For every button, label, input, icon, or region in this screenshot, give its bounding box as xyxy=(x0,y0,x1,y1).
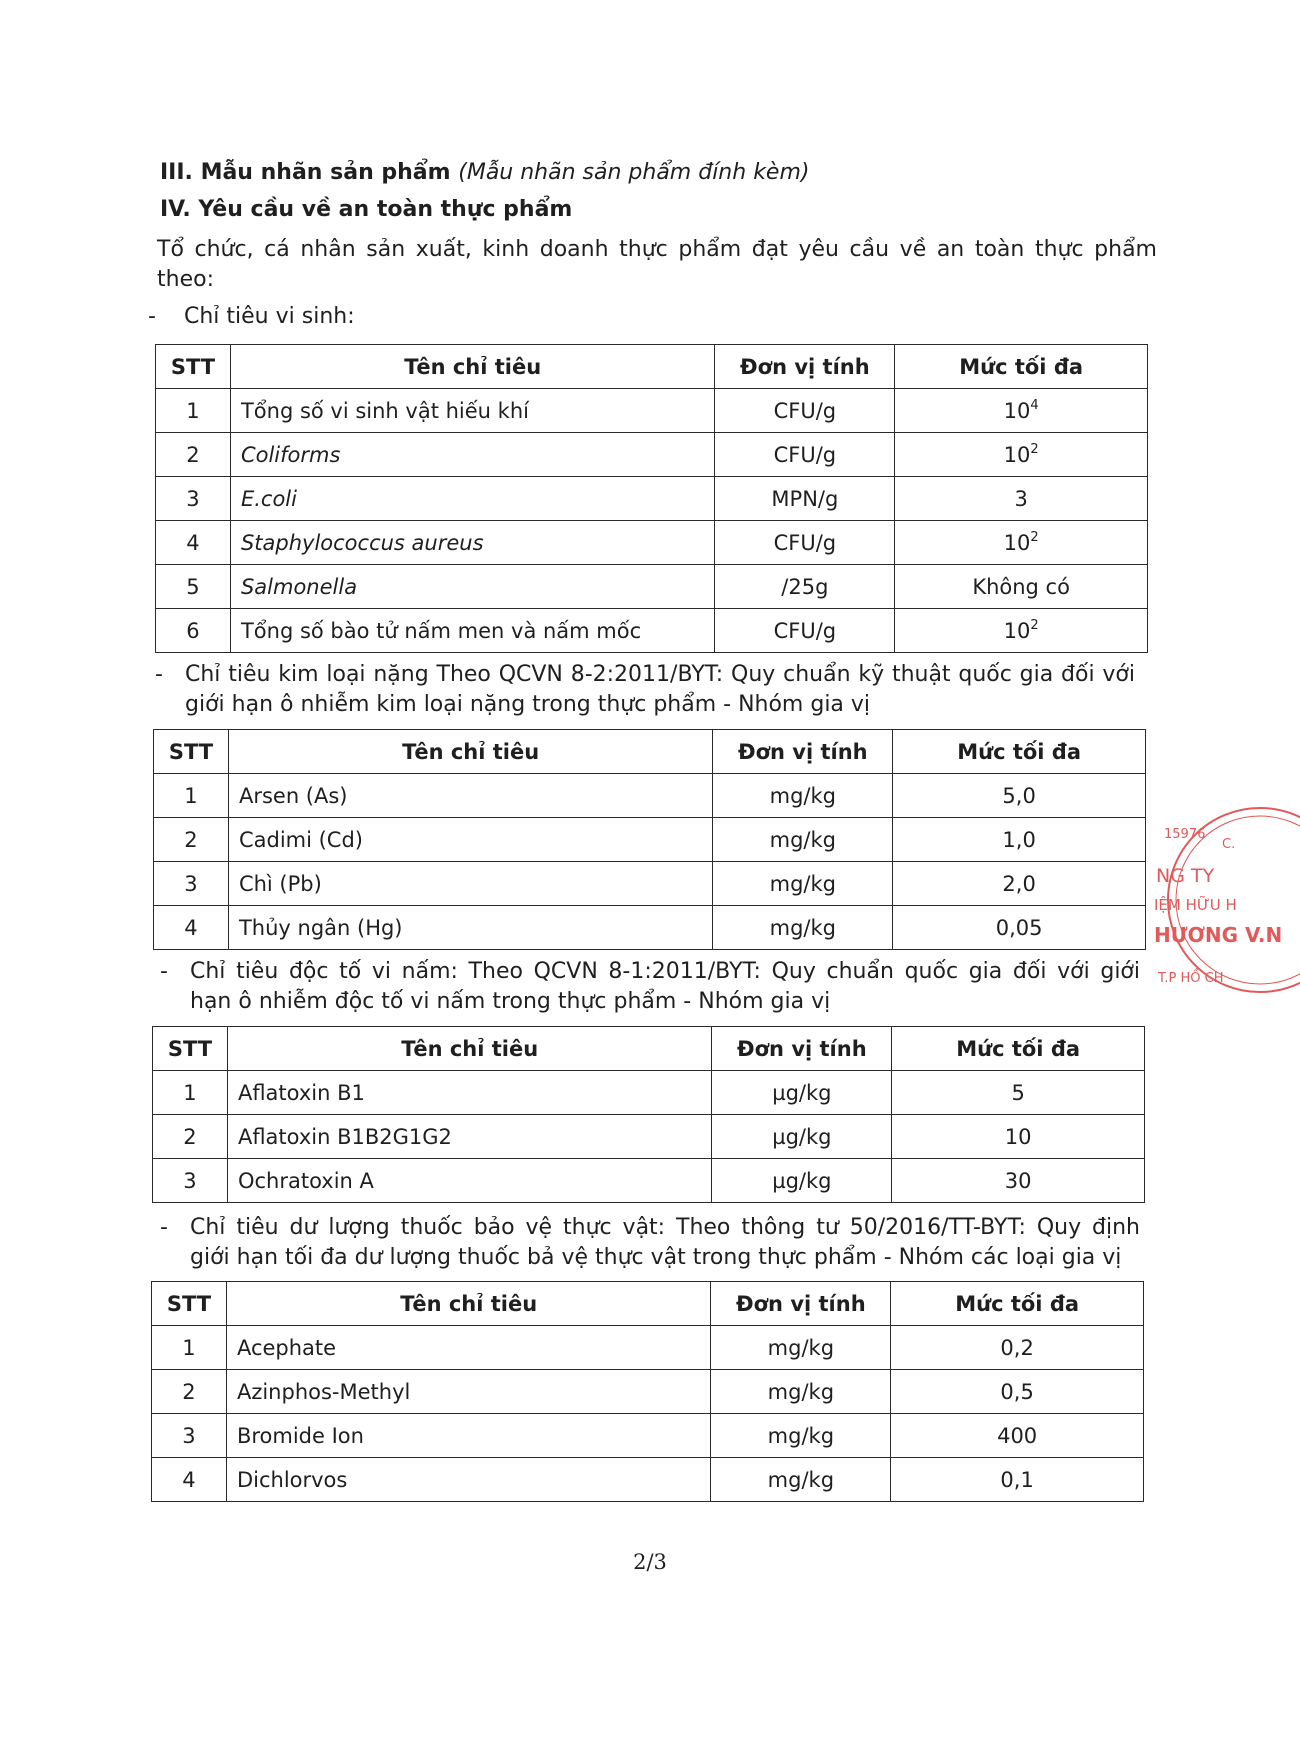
pesticide-table xyxy=(151,1281,1144,1502)
cell-name: Arsen (As) xyxy=(228,774,712,818)
toxin-bullet xyxy=(160,957,1160,1017)
table-row xyxy=(156,433,1148,477)
page-number: 2/3 xyxy=(633,1550,667,1574)
cell-unit: µg/kg xyxy=(712,1115,892,1159)
cell-max xyxy=(895,477,1148,521)
header-stt: STT xyxy=(154,730,229,774)
cell-name: Bromide Ion xyxy=(226,1414,710,1458)
cell-unit: MPN/g xyxy=(715,477,895,521)
cell-max: 0,05 xyxy=(893,906,1146,950)
table-row xyxy=(152,1326,1144,1370)
cell-stt: 3 xyxy=(153,1159,228,1203)
cell-name: Ochratoxin A xyxy=(227,1159,711,1203)
header-name: Tên chỉ tiêu xyxy=(227,1027,711,1071)
table-header xyxy=(152,1282,1144,1326)
cell-max: 10 xyxy=(892,1115,1145,1159)
section-4-heading: IV. Yêu cầu về an toàn thực phẩm xyxy=(160,197,573,222)
stamp-text: T.P HỒ CH xyxy=(1158,971,1224,986)
section-3-title: III. Mẫu nhãn sản phẩm xyxy=(160,160,451,185)
stamp-text: 15976 xyxy=(1164,827,1206,842)
header-stt: STT xyxy=(153,1027,228,1071)
pesticide-line-1: Chỉ tiêu dư lượng thuốc bảo vệ thực vật: Theo thông tư 50/2016/TT-BYT: Quy định xyxy=(190,1215,1140,1240)
cell-unit: mg/kg xyxy=(711,1458,891,1502)
stamp-text: HƯƠNG V.N xyxy=(1154,923,1283,947)
table-header xyxy=(153,1027,1145,1071)
table-row xyxy=(153,1071,1145,1115)
dash: - xyxy=(160,959,168,984)
cell-name: Dichlorvos xyxy=(226,1458,710,1502)
table-row xyxy=(156,521,1148,565)
cell-stt: 3 xyxy=(154,862,229,906)
header-unit: Đơn vị tính xyxy=(713,730,893,774)
cell-stt: 1 xyxy=(153,1071,228,1115)
section-3-heading xyxy=(160,160,809,185)
cell-name: Salmonella xyxy=(230,565,715,609)
cell-max: 0,2 xyxy=(891,1326,1144,1370)
cell-unit: mg/kg xyxy=(713,862,893,906)
cell-max xyxy=(895,609,1148,653)
cell-name: Staphylococcus aureus xyxy=(230,521,715,565)
max-exponent: 2 xyxy=(1030,529,1039,545)
section-3-note: (Mẫu nhãn sản phẩm đính kèm) xyxy=(458,160,810,185)
table-header xyxy=(156,345,1148,389)
cell-stt: 2 xyxy=(152,1370,227,1414)
cell-name: Thủy ngân (Hg) xyxy=(228,906,712,950)
table-row xyxy=(154,818,1146,862)
cell-unit: mg/kg xyxy=(713,906,893,950)
stamp-seal-icon xyxy=(1150,800,1283,1000)
cell-max xyxy=(895,565,1148,609)
table-row xyxy=(154,862,1146,906)
max-base: 10 xyxy=(1003,618,1031,643)
stamp-text: IỆM HỮU H xyxy=(1154,896,1237,914)
cell-name: Cadimi (Cd) xyxy=(228,818,712,862)
cell-name: Acephate xyxy=(226,1326,710,1370)
metal-line-2: giới hạn ô nhiễm kim loại nặng trong thực phẩm - Nhóm gia vị xyxy=(185,692,871,717)
table-header xyxy=(154,730,1146,774)
cell-max: 1,0 xyxy=(893,818,1146,862)
dash: - xyxy=(155,662,163,687)
micro-table xyxy=(155,344,1148,653)
toxin-line-2: hạn ô nhiễm độc tố vi nấm trong thực phẩm - Nhóm gia vị xyxy=(190,989,831,1014)
header-unit: Đơn vị tính xyxy=(715,345,895,389)
cell-stt: 4 xyxy=(154,906,229,950)
cell-max: 0,5 xyxy=(891,1370,1144,1414)
table-row xyxy=(152,1458,1144,1502)
table-row xyxy=(156,565,1148,609)
metal-line-1: Chỉ tiêu kim loại nặng Theo QCVN 8-2:2011/BYT: Quy chuẩn kỹ thuật quốc gia đối với xyxy=(185,662,1135,687)
cell-name: Coliforms xyxy=(230,433,715,477)
cell-max: 400 xyxy=(891,1414,1144,1458)
max-base: 10 xyxy=(1003,530,1031,555)
max-base: 10 xyxy=(1003,442,1031,467)
cell-max: 0,1 xyxy=(891,1458,1144,1502)
stamp-text: C. xyxy=(1222,837,1236,852)
header-name: Tên chỉ tiêu xyxy=(230,345,715,389)
intro-line-2: theo: xyxy=(157,267,214,292)
cell-unit: µg/kg xyxy=(712,1159,892,1203)
cell-stt: 4 xyxy=(152,1458,227,1502)
header-max: Mức tối đa xyxy=(891,1282,1144,1326)
cell-stt: 1 xyxy=(154,774,229,818)
cell-stt: 3 xyxy=(156,477,231,521)
cell-unit: mg/kg xyxy=(713,774,893,818)
cell-unit: mg/kg xyxy=(711,1326,891,1370)
cell-name: E.coli xyxy=(230,477,715,521)
cell-max xyxy=(895,521,1148,565)
header-max: Mức tối đa xyxy=(895,345,1148,389)
header-max: Mức tối đa xyxy=(893,730,1146,774)
toxin-table xyxy=(152,1026,1145,1203)
pesticide-line-2: giới hạn tối đa dư lượng thuốc bả vệ thực vật trong thực phẩm - Nhóm các loại gia vị xyxy=(190,1245,1122,1270)
cell-stt: 2 xyxy=(156,433,231,477)
table-row xyxy=(156,609,1148,653)
header-unit: Đơn vị tính xyxy=(711,1282,891,1326)
metal-bullet xyxy=(155,660,1155,720)
cell-stt: 3 xyxy=(152,1414,227,1458)
cell-unit: /25g xyxy=(715,565,895,609)
cell-stt: 1 xyxy=(156,389,231,433)
max-base: 3 xyxy=(1014,486,1028,511)
cell-stt: 4 xyxy=(156,521,231,565)
table-row xyxy=(152,1414,1144,1458)
metal-table xyxy=(153,729,1146,950)
cell-name: Tổng số vi sinh vật hiếu khí xyxy=(230,389,715,433)
cell-stt: 1 xyxy=(152,1326,227,1370)
pesticide-bullet xyxy=(160,1213,1160,1273)
max-exponent: 2 xyxy=(1030,441,1039,457)
header-unit: Đơn vị tính xyxy=(712,1027,892,1071)
cell-name: Chì (Pb) xyxy=(228,862,712,906)
cell-unit: mg/kg xyxy=(711,1414,891,1458)
table-row xyxy=(154,774,1146,818)
max-exponent: 2 xyxy=(1030,617,1039,633)
cell-unit: µg/kg xyxy=(712,1071,892,1115)
cell-unit: CFU/g xyxy=(715,609,895,653)
micro-bullet xyxy=(148,302,1048,332)
cell-unit: CFU/g xyxy=(715,389,895,433)
cell-max: 30 xyxy=(892,1159,1145,1203)
dash: - xyxy=(160,1215,168,1240)
cell-unit: mg/kg xyxy=(711,1370,891,1414)
cell-unit: mg/kg xyxy=(713,818,893,862)
toxin-line-1: Chỉ tiêu độc tố vi nấm: Theo QCVN 8-1:2011/BYT: Quy chuẩn quốc gia đối với giới xyxy=(190,959,1140,984)
header-name: Tên chỉ tiêu xyxy=(228,730,712,774)
intro-line-1: Tổ chức, cá nhân sản xuất, kinh doanh thực phẩm đạt yêu cầu về an toàn thực phẩm xyxy=(157,237,1157,262)
table-row xyxy=(154,906,1146,950)
cell-name: Tổng số bào tử nấm men và nấm mốc xyxy=(230,609,715,653)
cell-max: 2,0 xyxy=(893,862,1146,906)
cell-name: Aflatoxin B1 xyxy=(227,1071,711,1115)
table-row xyxy=(152,1370,1144,1414)
cell-max: 5 xyxy=(892,1071,1145,1115)
header-max: Mức tối đa xyxy=(892,1027,1145,1071)
max-base: 10 xyxy=(1003,398,1031,423)
stamp-text: NG TY xyxy=(1156,865,1215,887)
cell-name: Azinphos-Methyl xyxy=(226,1370,710,1414)
cell-stt: 6 xyxy=(156,609,231,653)
cell-max: 5,0 xyxy=(893,774,1146,818)
table-row xyxy=(153,1115,1145,1159)
cell-stt: 2 xyxy=(154,818,229,862)
table-row xyxy=(153,1159,1145,1203)
cell-name: Aflatoxin B1B2G1G2 xyxy=(227,1115,711,1159)
cell-max xyxy=(895,389,1148,433)
company-stamp xyxy=(1150,800,1283,1000)
micro-label: Chỉ tiêu vi sinh: xyxy=(184,304,355,329)
header-name: Tên chỉ tiêu xyxy=(226,1282,710,1326)
table-row xyxy=(156,389,1148,433)
header-stt: STT xyxy=(152,1282,227,1326)
cell-unit: CFU/g xyxy=(715,433,895,477)
max-exponent: 4 xyxy=(1030,397,1039,413)
max-base: Không có xyxy=(972,574,1070,599)
cell-stt: 5 xyxy=(156,565,231,609)
intro-paragraph xyxy=(157,235,1157,295)
table-row xyxy=(156,477,1148,521)
cell-max xyxy=(895,433,1148,477)
cell-stt: 2 xyxy=(153,1115,228,1159)
cell-unit: CFU/g xyxy=(715,521,895,565)
dash: - xyxy=(148,304,156,329)
header-stt: STT xyxy=(156,345,231,389)
